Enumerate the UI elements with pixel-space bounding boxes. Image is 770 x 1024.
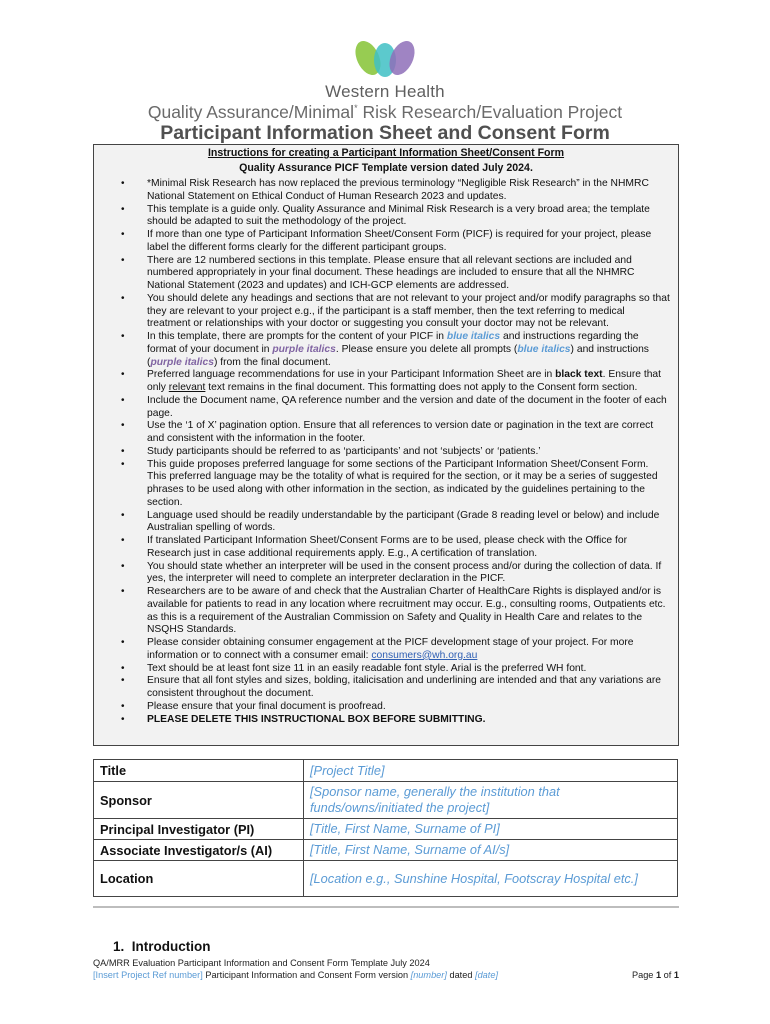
instruction-item: • Text should be at least font size 11 in an easily readable font style. Arial is the preferred WH font. [121, 662, 587, 674]
row-value: [Location e.g., Sunshine Hospital, Footscray Hospital etc.] [304, 861, 678, 897]
version-placeholder: [number] [410, 970, 447, 980]
row-value: [Project Title] [304, 760, 678, 782]
instruction-item: • Use the ‘1 of X’ pagination option. Ensure that all references to version date or pagination in the text are correct and consistent with the information in the footer. [121, 420, 654, 444]
instruction-item: • Please consider obtaining consumer engagement at the PICF development stage of your project. For more information or to connect with a consumer email: consumers@wh.org.au [121, 637, 634, 661]
instruction-item: • If more than one type of Participant Information Sheet/Consent Form (PICF) is required for your project, please label the different forms clearly for the different participant groups. [121, 229, 652, 253]
row-label: Title [94, 760, 304, 782]
instruction-item: • If translated Participant Information Sheet/Consent Forms are to be used, please check with the Office for Research just in case additional requirements apply. E.g., A certification of translation. [121, 535, 628, 559]
document-subtitle: Quality Assurance/Minimal* Risk Research/Evaluation Project [147, 102, 623, 122]
row-label: Sponsor [94, 782, 304, 819]
row-value: [Title, First Name, Surname of PI] [304, 819, 678, 840]
instruction-item: • Include the Document name, QA reference number and the version and date of the document in the footer of each page. [121, 394, 667, 419]
instruction-item: • You should state whether an interpreter will be used in the consent process and/or during the collection of data. If yes, the interpreter will need to complete an interpreter declaration in the PICF. [121, 560, 662, 585]
section-heading-introduction: 1. Introduction [113, 939, 211, 954]
instructional-box [93, 144, 679, 746]
instruction-item: • *Minimal Risk Research has now replaced the previous terminology “Negligible Risk Research” in the NHMRC National Statement on Ethical Conduct of Human Research 2023 and updates. [121, 178, 649, 202]
instruction-item: • Study participants should be referred to as ‘participants’ and not ‘subjects’ or ‘patients.’ [121, 445, 541, 457]
footer-version-line: [Insert Project Ref number] Participant Information and Consent Form version [number] dated [date] Page 1 of 1 [93, 970, 679, 980]
page-number: Page 1 of 1 [631, 970, 679, 980]
instruction-item: • Ensure that all font styles and sizes, bolding, italicisation and underlining are intended and that any variations are consistent throughout the document. [121, 675, 662, 699]
section-divider [93, 906, 679, 908]
row-label: Principal Investigator (PI) [94, 819, 304, 840]
table-row [94, 760, 678, 782]
instruction-item: • There are 12 numbered sections in this template. Please ensure that all relevant sections are included and numbered appropriately in your final document. These headings are included to ensure that all the NHMRC National Statement (2023 and updates) and ICH-GCP elements are addressed. [121, 254, 635, 291]
table-row [94, 840, 678, 861]
instruction-item: • Language used should be readily understandable by the participant (Grade 8 reading level or below) and include Australian spelling of words. [121, 509, 660, 534]
template-version-line: Quality Assurance PICF Template version dated July 2024. [239, 162, 533, 174]
date-placeholder: [date] [475, 970, 499, 980]
instruction-item: • Please ensure that your final document is proofread. [121, 700, 386, 712]
ref-number-placeholder: [Insert Project Ref number] [93, 970, 203, 980]
footer-template-line: QA/MRR Evaluation Participant Information and Consent Form Template July 2024 [93, 958, 430, 968]
instruction-item: • This guide proposes preferred language for some sections of the Participant Information Sheet/Consent Form. This preferred language may be the totality of what is required for the section, or it may be a series of suggested phrases to be used along with other information in the section, as indicated by the guidelines pertaining to the section. [121, 458, 658, 508]
row-label: Location [94, 861, 304, 897]
document-title: Participant Information Sheet and Consent Form [160, 122, 610, 144]
table-row [94, 861, 678, 897]
instruction-item: • Preferred language recommendations for use in your Participant Information Sheet are in black text. Ensure that only relevant text remains in the final document. This formatting does not apply to the Consent form section. [121, 369, 662, 393]
row-value: [Title, First Name, Surname of AI/s] [304, 840, 678, 861]
table-row [94, 782, 678, 819]
consumer-email-link[interactable]: consumers@wh.org.au [371, 649, 478, 661]
instructions-heading: Instructions for creating a Participant Information Sheet/Consent Form [207, 147, 565, 159]
instruction-item: • You should delete any headings and sections that are not relevant to your project and/or modify paragraphs so that they are relevant to your project e.g., if the participant is a staff member, then the text referring to medical treatment or relationships with your doctor or suggesting you consult your doctor may not be relevant. [121, 292, 670, 330]
instruction-item: • PLEASE DELETE THIS INSTRUCTIONAL BOX BEFORE SUBMITTING. [121, 713, 486, 725]
instruction-item: • Researchers are to be aware of and check that the Australian Charter of HealthCare Rights is displayed and/or is available for patients to read in any location where recruitment may occur. E.g., consulting rooms, Outpatients etc. as this is a requirement of the Australian Commission on Safety and Quality in Health Care and relates to the NSQHS Standards. [121, 586, 666, 636]
instruction-item: • This template is a guide only. Quality Assurance and Minimal Risk Research is a very broad area; the template should be adapted to suit the methodology of the project. [121, 203, 650, 228]
project-info-table [93, 759, 678, 897]
instructions-list [94, 178, 680, 726]
logo-text: Western Health [325, 82, 445, 101]
table-row [94, 819, 678, 840]
instruction-item: • In this template, there are prompts for the content of your PICF in blue italics and instructions regarding the format of your document in purple italics. Please ensure you delete all prompts (blue italics) and instructions (purple italics) from the final document. [121, 331, 649, 368]
row-label: Associate Investigator/s (AI) [94, 840, 304, 861]
row-value: [Sponsor name, generally the institution that funds/owns/initiated the project] [304, 782, 678, 819]
